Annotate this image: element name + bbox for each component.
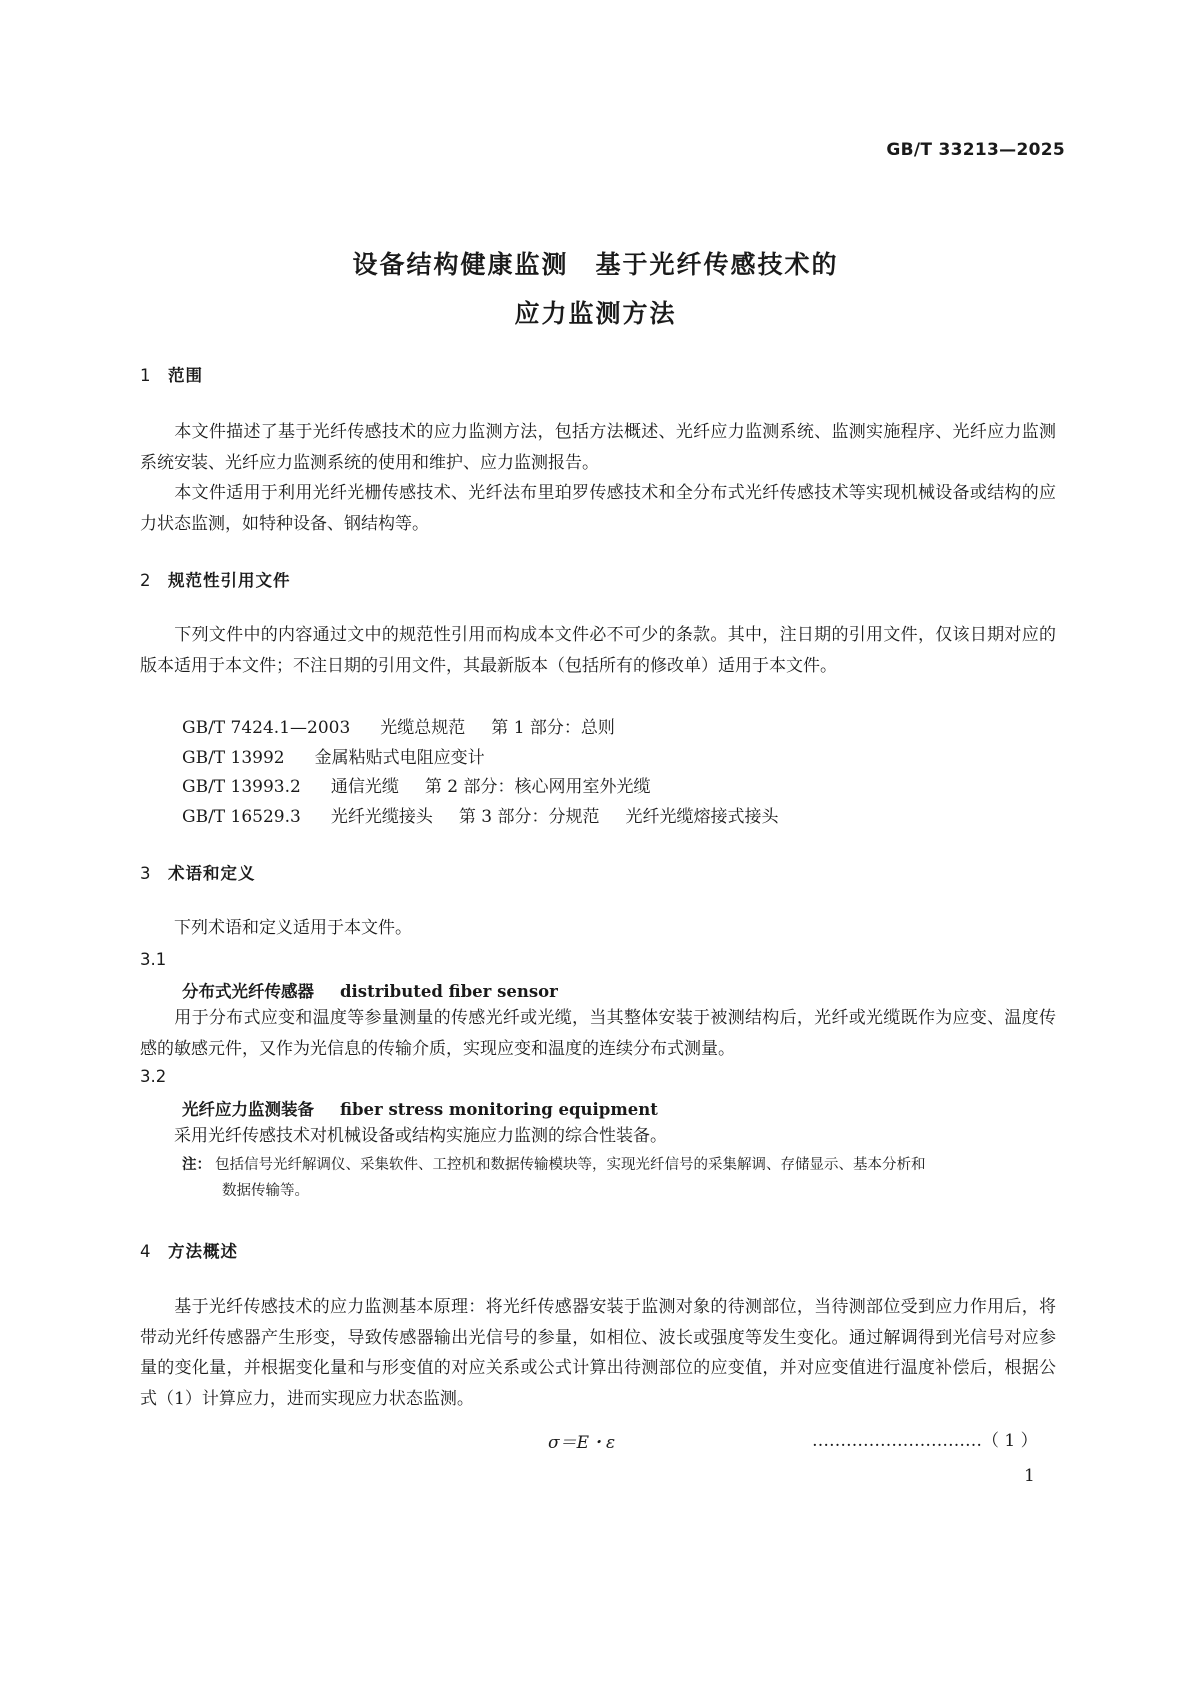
section-title: 规范性引用文件 xyxy=(168,571,291,590)
section-1-heading xyxy=(140,362,203,386)
standard-number: GB/T 33213—2025 xyxy=(886,140,1065,160)
section-title: 术语和定义 xyxy=(168,864,256,883)
section-number: 2 xyxy=(140,571,152,590)
reference-item: GB/T 16529.3 光纤光缆接头 第 3 部分：分规范 光纤光缆熔接式接头 xyxy=(182,807,779,827)
term-title: 光纤应力监测装备 fiber stress monitoring equipment xyxy=(182,1100,658,1119)
term-definition: 用于分布式应变和温度等参量测量的传感光纤或光缆，当其整体安装于被测结构后，光纤或光缆既作为应变、温度传感的敏感元件，又作为光信息的传输介质，实现应变和温度的连续分布式测量。 xyxy=(140,1008,1056,1059)
section-title: 范围 xyxy=(168,366,203,385)
section-2-heading xyxy=(140,567,291,591)
section-number: 1 xyxy=(140,366,152,385)
scope-paragraph-2: 本文件适用于利用光纤光栅传感技术、光纤法布里珀罗传感技术和全分布式光纤传感技术等实现机械设备或结构的应力状态监测，如特种设备、钢结构等。 xyxy=(140,483,1056,534)
page-number: 1 xyxy=(1024,1466,1035,1486)
section-3-heading xyxy=(140,860,256,884)
formula-number: …………………………（ 1 ） xyxy=(812,1431,1038,1451)
section-4-heading xyxy=(140,1238,238,1262)
term-definition: 采用光纤传感技术对机械设备或结构实施应力监测的综合性装备。 xyxy=(174,1126,667,1146)
document-title-line1: 设备结构健康监测 基于光纤传感技术的 xyxy=(352,250,839,279)
section-number: 3 xyxy=(140,864,152,883)
term-number: 3.2 xyxy=(140,1067,167,1086)
terms-intro: 下列术语和定义适用于本文件。 xyxy=(174,918,412,938)
scope-paragraph-1: 本文件描述了基于光纤传感技术的应力监测方法，包括方法概述、光纤应力监测系统、监测实施程序、光纤应力监测系统安装、光纤应力监测系统的使用和维护、应力监测报告。 xyxy=(140,422,1056,473)
overview-paragraph: 基于光纤传感技术的应力监测基本原理：将光纤传感器安装于监测对象的待测部位，当待测部位受到应力作用后，将带动光纤传感器产生形变，导致传感器输出光信号的参量，如相位、波长或强度等发生变化。通过解调得到光信号对应参量的变化量，并根据变化量和与形变值的对应关系或公式计算出待测部位的应变值，并对应变值进行温度补偿后，根据公式（1）计算应力，进而实现应力状态监测。 xyxy=(140,1297,1056,1409)
document-title-line2: 应力监测方法 xyxy=(514,299,677,328)
term-title: 分布式光纤传感器 distributed fiber sensor xyxy=(182,982,558,1001)
term-note: 注： 包括信号光纤解调仪、采集软件、工控机和数据传输模块等，实现光纤信号的采集解调、存储显示、基本分析和 数据传输等。 xyxy=(182,1157,926,1199)
section-title: 方法概述 xyxy=(168,1242,238,1261)
reference-item: GB/T 13992 金属粘贴式电阻应变计 xyxy=(182,748,485,768)
stress-formula: σ＝E・ε xyxy=(548,1433,616,1453)
reference-item: GB/T 13993.2 通信光缆 第 2 部分：核心网用室外光缆 xyxy=(182,777,651,797)
term-number: 3.1 xyxy=(140,950,167,969)
section-number: 4 xyxy=(140,1242,152,1261)
normative-refs-paragraph: 下列文件中的内容通过文中的规范性引用而构成本文件必不可少的条款。其中，注日期的引用文件，仅该日期对应的版本适用于本文件；不注日期的引用文件，其最新版本（包括所有的修改单）适用于本文件。 xyxy=(140,625,1056,676)
reference-item: GB/T 7424.1—2003 光缆总规范 第 1 部分：总则 xyxy=(182,718,615,738)
